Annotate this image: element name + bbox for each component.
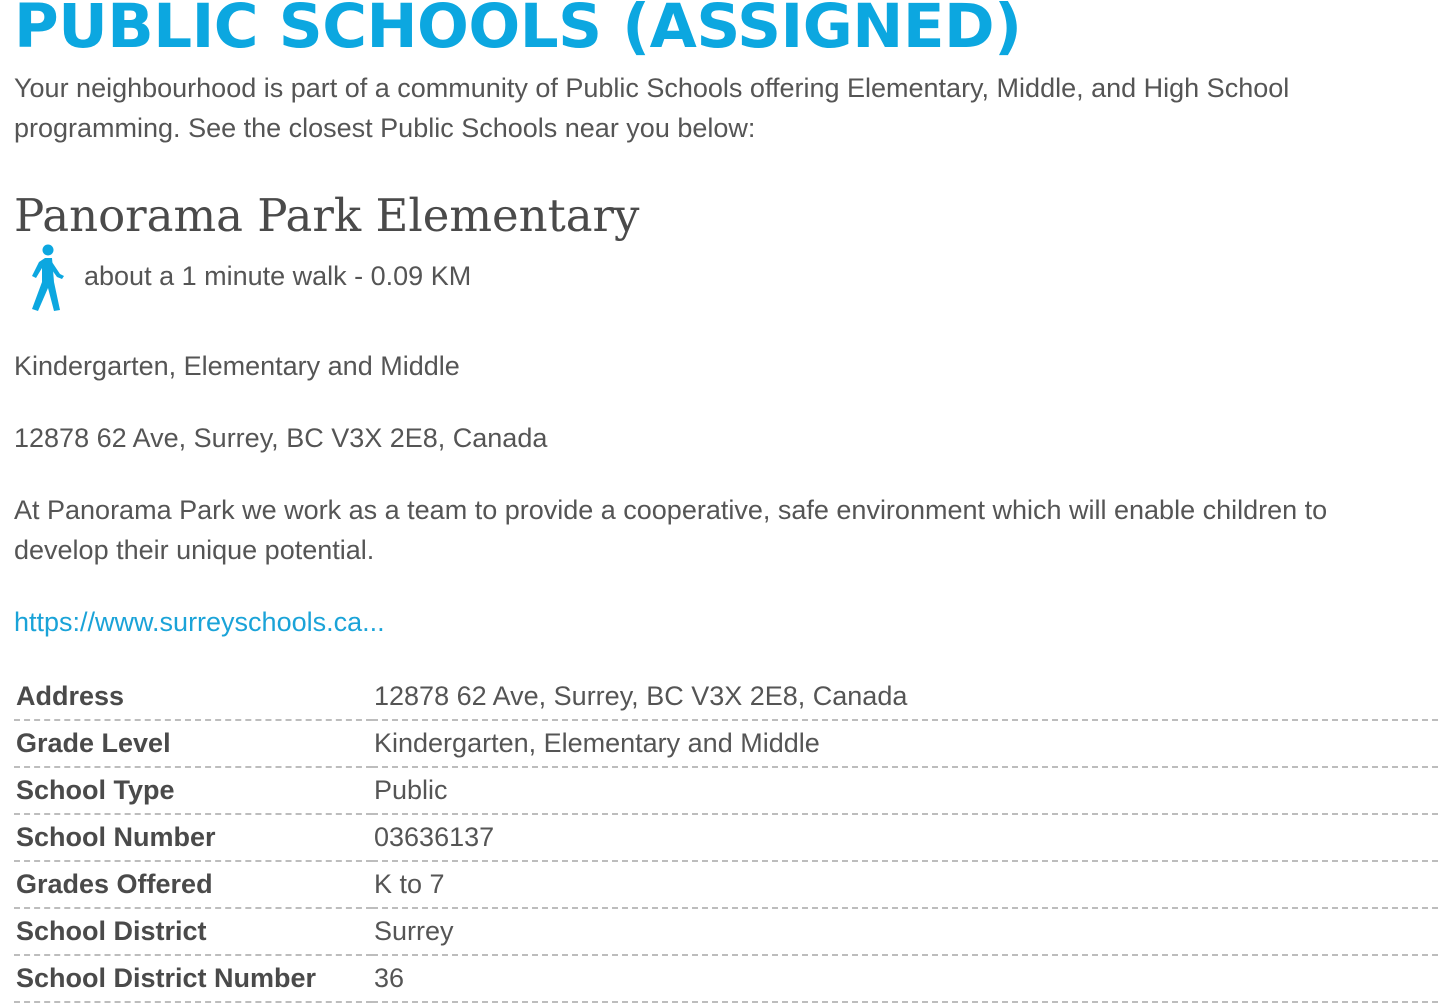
detail-label: School District Number [14,955,372,1002]
walking-person-icon [24,244,70,314]
detail-value: Public [372,767,1438,814]
detail-label: Grade Level [14,720,372,767]
section-intro: Your neighbourhood is part of a community of Public Schools offering Elementary, Middle, and High School programming. See the closest Public Schools near you below: [14,73,1290,143]
school-details-table [14,674,1438,1003]
detail-label: School District [14,908,372,955]
walk-distance [24,244,471,316]
school-address: 12878 62 Ave, Surrey, BC V3X 2E8, Canada [14,423,548,453]
detail-label: Grades Offered [14,861,372,908]
school-name: Panorama Park Elementary [14,189,640,242]
detail-value: Surrey [372,908,1438,955]
table-row [14,720,1438,767]
grade-summary: Kindergarten, Elementary and Middle [14,351,460,381]
detail-value: Kindergarten, Elementary and Middle [372,720,1438,767]
detail-label: School Number [14,814,372,861]
table-row [14,674,1438,720]
detail-label: Address [14,674,372,720]
section-heading: PUBLIC SCHOOLS (ASSIGNED) [14,0,1022,62]
table-row [14,955,1438,1002]
detail-value: K to 7 [372,861,1438,908]
table-row [14,908,1438,955]
school-description: At Panorama Park we work as a team to provide a cooperative, safe environment which will enable children to develop their unique potential. [14,495,1328,565]
table-row [14,767,1438,814]
walk-distance-text: about a 1 minute walk - 0.09 KM [84,261,472,291]
detail-value: 12878 62 Ave, Surrey, BC V3X 2E8, Canada [372,674,1438,720]
detail-value: 36 [372,955,1438,1002]
school-website-link[interactable]: https://www.surreyschools.ca... [14,607,385,637]
table-row [14,861,1438,908]
detail-label: School Type [14,767,372,814]
table-row [14,814,1438,861]
detail-value: 03636137 [372,814,1438,861]
